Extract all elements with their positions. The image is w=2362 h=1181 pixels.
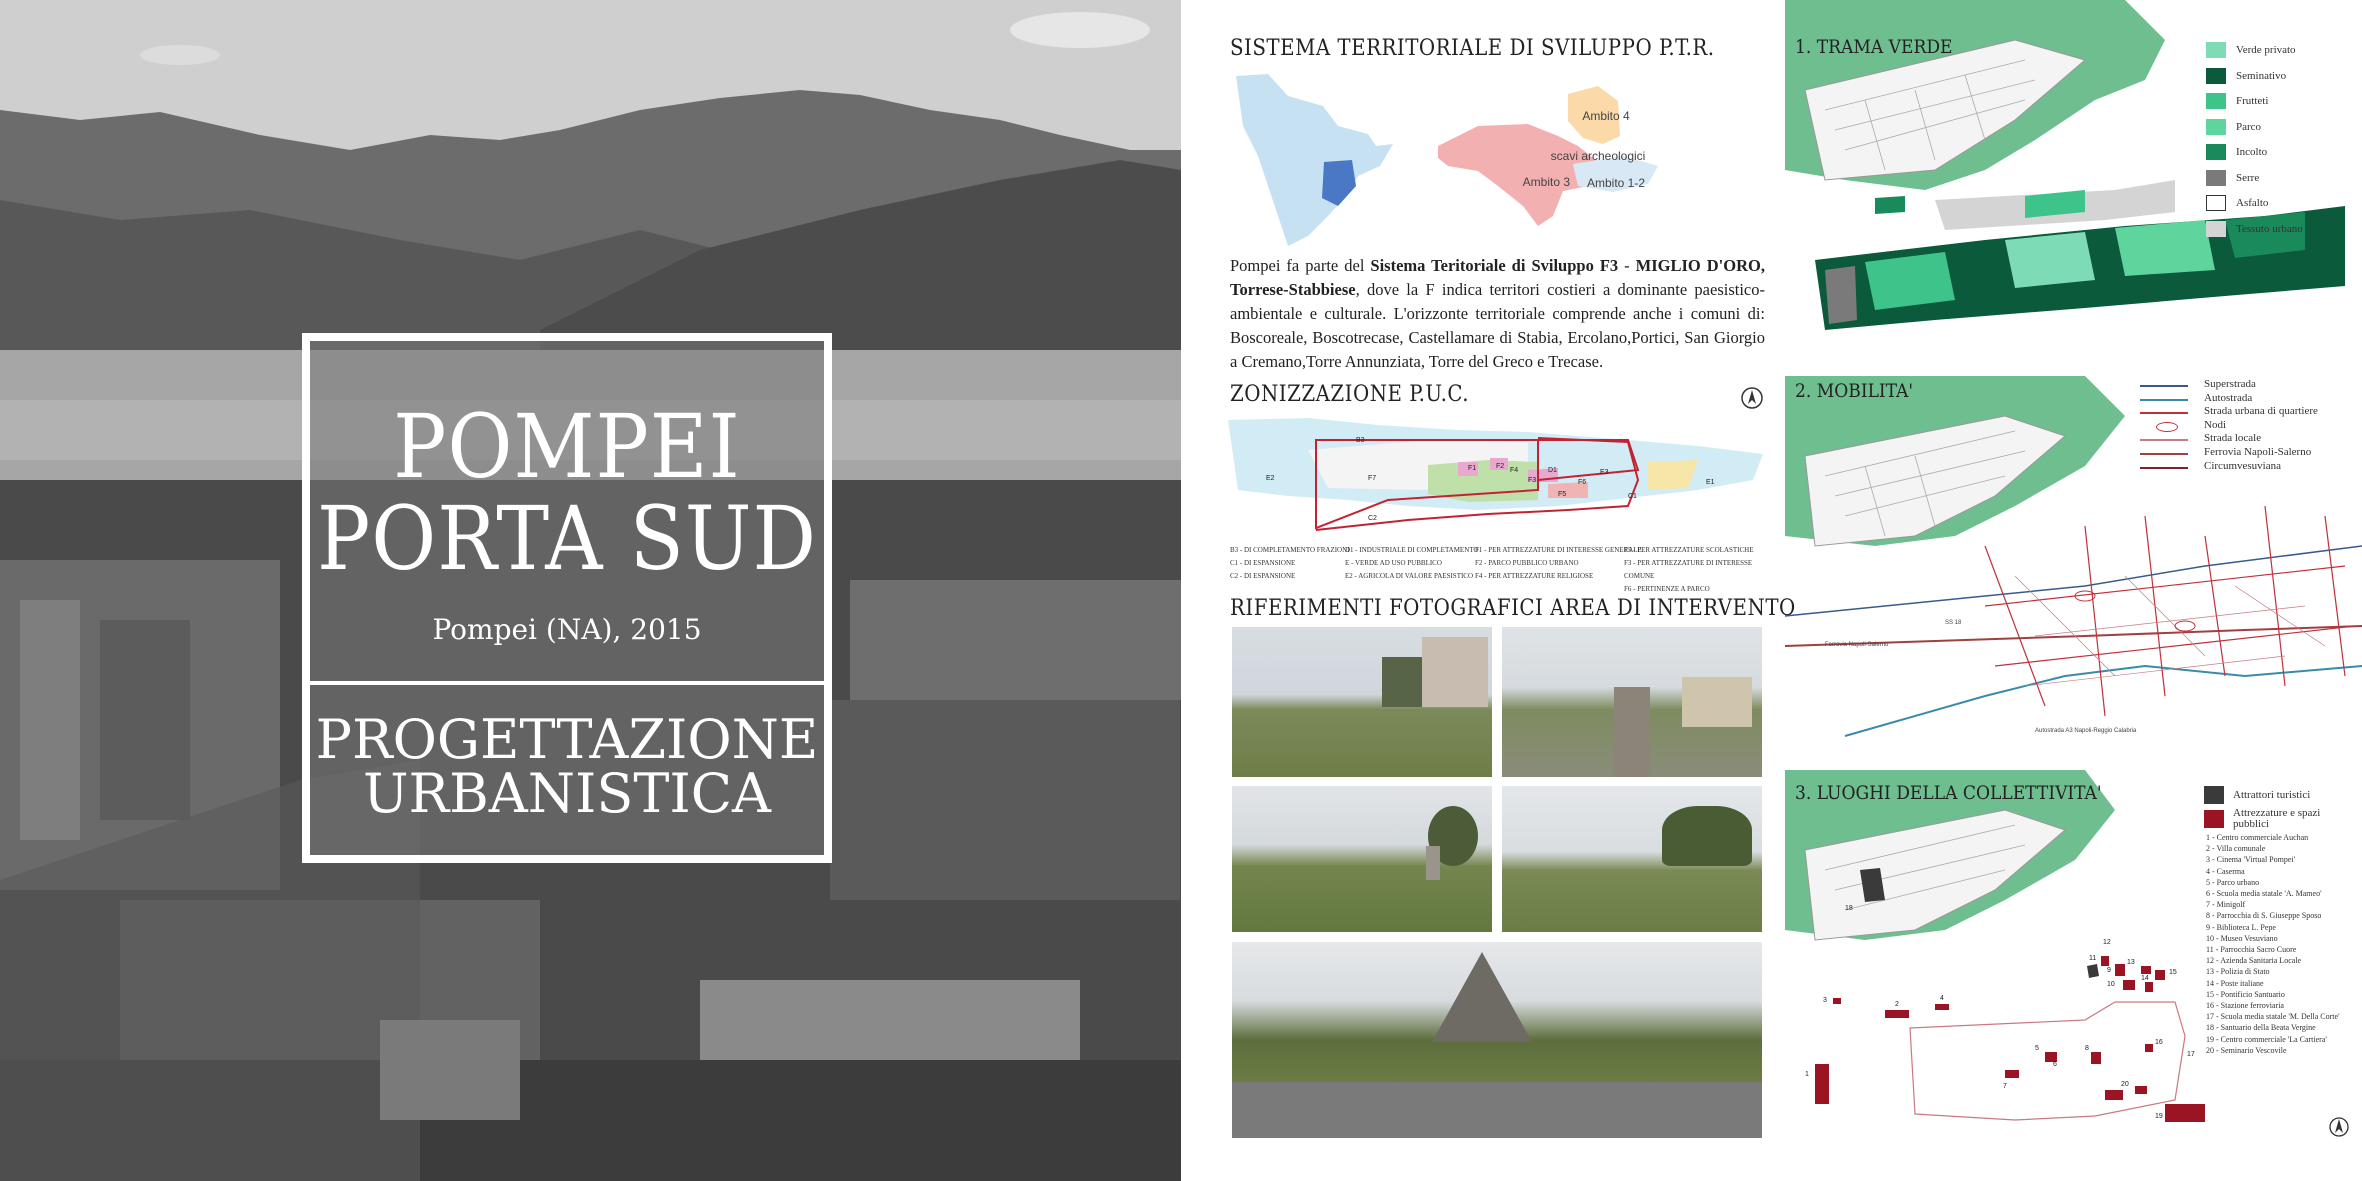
puc-legend-item: C2 - DI ESPANSIONE bbox=[1230, 572, 1296, 580]
photo-1 bbox=[1232, 627, 1492, 777]
map-num-8: 8 bbox=[2085, 1045, 2089, 1052]
ptr-description bbox=[1230, 254, 1765, 374]
trama-legend-label: Seminativo bbox=[2236, 69, 2287, 82]
luoghi-title: 3. LUOGHI DELLA COLLETTIVITA' bbox=[1795, 782, 2102, 804]
luoghi-list-item: 2 - Villa comunale bbox=[2206, 844, 2266, 854]
zone-f5: F5 bbox=[1558, 491, 1567, 498]
mobilita-legend-label: Ferrovia Napoli-Salerno bbox=[2204, 446, 2312, 458]
puc-legend-item: C1 - DI ESPANSIONE bbox=[1230, 559, 1296, 567]
trama-legend-swatch bbox=[2206, 42, 2226, 58]
place-date: Pompei (NA), 2015 bbox=[432, 613, 702, 646]
photo-5 bbox=[1232, 942, 1762, 1138]
zone-f4: F4 bbox=[1510, 467, 1519, 474]
mobilita-legend-swatch bbox=[2140, 399, 2188, 401]
photo-monolith bbox=[1426, 846, 1440, 880]
puc-legend-item: F6 - PERTINENZE A PARCO bbox=[1624, 585, 1710, 593]
legend-public: Attrezzature e spazi pubblici bbox=[2233, 807, 2321, 830]
photo-pines bbox=[1662, 806, 1752, 866]
title-divider bbox=[310, 681, 824, 685]
photo-tree bbox=[1382, 657, 1422, 707]
trama-legend-swatch bbox=[2206, 119, 2226, 135]
photo-shed bbox=[1682, 677, 1752, 727]
luoghi-list-item: 19 - Centro commerciale 'La Cartiera' bbox=[2206, 1034, 2327, 1044]
zone-e1: E1 bbox=[1706, 479, 1715, 486]
luoghi-list-item: 5 - Parco urbano bbox=[2206, 877, 2260, 887]
map-num-5: 5 bbox=[2035, 1045, 2039, 1052]
map-num-4: 4 bbox=[1940, 995, 1944, 1002]
luoghi-list-item: 11 - Parrocchia Sacro Cuore bbox=[2206, 945, 2297, 955]
luoghi-list-item: 3 - Cinema 'Virtual Pompei' bbox=[2206, 855, 2296, 865]
zone-f3: F3 bbox=[1528, 477, 1537, 484]
trama-legend-swatch bbox=[2206, 93, 2226, 109]
mobilita-legend-label: Strada urbana di quartiere bbox=[2204, 405, 2318, 418]
puc-legend-col-3 bbox=[1475, 544, 1642, 583]
puc-legend-col-1 bbox=[1230, 544, 1349, 583]
map-label-rail: Ferrovia Napoli-Salerno bbox=[1825, 642, 1889, 648]
photo-building bbox=[1422, 637, 1488, 707]
mobilita-title: 2. MOBILITA' bbox=[1795, 380, 1914, 402]
trama-legend-label: Verde privato bbox=[2236, 44, 2296, 56]
mobilita-legend-label: Nodi bbox=[2204, 418, 2226, 431]
photo-railway bbox=[1614, 687, 1650, 777]
luoghi-list-item: 16 - Stazione ferroviaria bbox=[2206, 1001, 2284, 1011]
luoghi-list-item: 18 - Santuario della Beata Vergine bbox=[2206, 1023, 2316, 1033]
photo-3 bbox=[1232, 786, 1492, 932]
map-num-20: 20 bbox=[2121, 1081, 2129, 1088]
map-num-2: 2 bbox=[1895, 1001, 1899, 1008]
legend-tourist: Attrattori turistici bbox=[2233, 789, 2311, 801]
trama-legend-label: Parco bbox=[2236, 120, 2262, 133]
para-text-a: Pompei fa parte del bbox=[1230, 256, 1371, 275]
puc-legend-item: E - VERDE AD USO PUBBLICO bbox=[1345, 559, 1442, 567]
trama-legend-swatch bbox=[2206, 144, 2226, 160]
luoghi-list-item: 20 - Seminario Vescovile bbox=[2206, 1045, 2287, 1055]
map-num-11: 11 bbox=[2089, 955, 2097, 962]
mobilita-legend bbox=[2140, 378, 2340, 478]
luoghi-list-item: 12 - Azienda Sanitaria Locale bbox=[2206, 956, 2302, 966]
zone-f7: F7 bbox=[1368, 475, 1377, 482]
zone-e3: E3 bbox=[1600, 469, 1609, 476]
puc-legend-item: F4 - PER ATTREZZATURE RELIGIOSE bbox=[1475, 572, 1594, 580]
north-arrow-icon bbox=[1740, 386, 1764, 410]
zone-b3: B3 bbox=[1356, 437, 1365, 444]
zone-f2: F2 bbox=[1496, 463, 1505, 470]
trama-legend-label: Incolto bbox=[2236, 146, 2268, 158]
trama-legend-swatch bbox=[2206, 195, 2226, 211]
zone-f6: F6 bbox=[1578, 479, 1587, 486]
para-text-b: - bbox=[1618, 256, 1636, 275]
puc-legend bbox=[1230, 544, 1770, 593]
title-box bbox=[302, 333, 832, 863]
label-scavi: scavi archeologici bbox=[1550, 149, 1646, 163]
map-num-13: 13 bbox=[2127, 959, 2135, 966]
luoghi-list-item: 14 - Poste italiane bbox=[2206, 978, 2264, 988]
photo-road bbox=[1232, 1082, 1762, 1138]
mobilita-legend-swatch bbox=[2140, 439, 2188, 441]
luoghi-list-item: 13 - Polizia di Stato bbox=[2206, 967, 2270, 977]
map-label-ss: SS 18 bbox=[1945, 620, 1962, 626]
luoghi-list-item: 1 - Centro commerciale Auchan bbox=[2206, 833, 2309, 842]
map-num-7: 7 bbox=[2003, 1083, 2007, 1090]
map-num-12: 12 bbox=[2103, 939, 2111, 946]
mobilita-legend-label: Superstrada bbox=[2204, 378, 2256, 390]
photos-title: RIFERIMENTI FOTOGRAFICI AREA DI INTERVENTO bbox=[1230, 596, 1796, 621]
trama-legend bbox=[2206, 42, 2356, 242]
project-subtitle bbox=[310, 708, 824, 825]
map-num-9: 9 bbox=[2107, 967, 2111, 974]
luoghi-list-item: 9 - Biblioteca L. Pepe bbox=[2206, 922, 2276, 932]
map-num-6: 6 bbox=[2053, 1061, 2057, 1068]
label-ambito3: Ambito 3 bbox=[1522, 175, 1570, 189]
trama-legend-swatch bbox=[2206, 221, 2226, 237]
luoghi-list-item: 15 - Pontificio Santuario bbox=[2206, 989, 2285, 999]
subtitle-line-1: PROGETTAZIONE bbox=[315, 708, 819, 771]
puc-legend-item: F3 - PER ATTREZZATURE DI INTERESSE COMUNE bbox=[1624, 559, 1753, 580]
puc-legend-item: D1 - INDUSTRIALE DI COMPLETAMENTO bbox=[1345, 546, 1479, 554]
map-num-17: 17 bbox=[2187, 1051, 2195, 1058]
photo-church bbox=[1432, 952, 1532, 1042]
zone-f1: F1 bbox=[1468, 465, 1477, 472]
title-line-1: POMPEI bbox=[393, 395, 741, 498]
map-label-highway: Autostrada A3 Napoli-Reggio Calabria bbox=[2035, 728, 2137, 734]
photo-2 bbox=[1502, 627, 1762, 777]
map-num-1: 1 bbox=[1805, 1071, 1809, 1078]
map-num-10: 10 bbox=[2107, 981, 2115, 988]
photo-4 bbox=[1502, 786, 1762, 932]
trama-legend-label: Asfalto bbox=[2236, 197, 2269, 209]
luoghi-list bbox=[2206, 832, 2356, 1056]
mobilita-legend-swatch bbox=[2140, 412, 2188, 414]
mobilita-legend-swatch bbox=[2156, 422, 2178, 432]
mobilita-legend-swatch bbox=[2140, 385, 2188, 387]
zone-e2: E2 bbox=[1266, 475, 1275, 482]
puc-legend-item: F5 - PER ATTREZZATURE SCOLASTICHE bbox=[1624, 546, 1754, 554]
luoghi-list-item: 10 - Museo Vesuviano bbox=[2206, 933, 2278, 943]
map-num-16: 16 bbox=[2155, 1039, 2163, 1046]
tourist-swatch bbox=[2204, 786, 2224, 804]
luoghi-list-item: 4 - Caserma bbox=[2206, 866, 2245, 876]
trama-legend-swatch bbox=[2206, 170, 2226, 186]
puc-legend-col-4 bbox=[1624, 544, 1770, 596]
title-line-2: PORTA SUD bbox=[316, 487, 817, 590]
map-num-3: 3 bbox=[1823, 997, 1827, 1004]
ptr-map bbox=[1228, 66, 1698, 256]
north-arrow-icon bbox=[2328, 1116, 2350, 1138]
puc-legend-item: B3 - DI COMPLETAMENTO FRAZIONI bbox=[1230, 546, 1350, 554]
label-ambito4: Ambito 4 bbox=[1582, 109, 1630, 123]
trama-legend-label: Frutteti bbox=[2236, 95, 2269, 107]
luoghi-list-item: 7 - Minigolf bbox=[2206, 900, 2246, 910]
map-num-15: 15 bbox=[2169, 969, 2177, 976]
para-bold-system: Sistema Teritoriale di Sviluppo F3 bbox=[1370, 256, 1619, 275]
mobilita-legend-swatch bbox=[2140, 467, 2188, 469]
zone-c1: C1 bbox=[1628, 493, 1637, 500]
para-text-c: , dove la F indica territori costieri a dominante paesistico-ambientale e culturale. L'orizzonte territoriale comprende anche i comuni di: Boscoreale, Boscotrecase, Castellamare di Stabia, Ercolano,Portici, San Giorgio a Cremano,Torre Annunziata, Torre del Greco e Trecase. bbox=[1230, 280, 1765, 371]
luoghi-list-item: 17 - Scuola media statale 'M. Della Corte' bbox=[2206, 1012, 2340, 1022]
trama-legend-label: Serre bbox=[2236, 171, 2260, 184]
luoghi-list-item: 6 - Scuola media statale 'A. Mameo' bbox=[2206, 889, 2322, 899]
public-swatch bbox=[2204, 810, 2224, 828]
mobilita-legend-label: Circumvesuviana bbox=[2204, 459, 2281, 472]
luoghi-list-item: 8 - Parrocchia di S. Giuseppe Sposo bbox=[2206, 911, 2322, 921]
trama-legend-swatch bbox=[2206, 68, 2226, 84]
label-ambito12: Ambito 1-2 bbox=[1586, 176, 1646, 190]
mobilita-legend-swatch bbox=[2140, 453, 2188, 455]
map-num-19: 19 bbox=[2155, 1113, 2163, 1120]
mobilita-legend-label: Strada locale bbox=[2204, 432, 2262, 445]
para-bold-miglio: MIGLIO D'ORO, Torrese-Stabbiese bbox=[1230, 256, 1765, 299]
project-title bbox=[310, 395, 824, 590]
puc-legend-col-2 bbox=[1345, 544, 1478, 583]
ptr-title: SISTEMA TERRITORIALE DI SVILUPPO P.T.R. bbox=[1230, 36, 1715, 61]
map-num-14: 14 bbox=[2141, 975, 2149, 982]
puc-legend-item: E2 - AGRICOLA DI VALORE PAESISTICO bbox=[1345, 572, 1474, 580]
puc-title: ZONIZZAZIONE P.U.C. bbox=[1230, 382, 1470, 407]
zone-c2: C2 bbox=[1368, 515, 1377, 522]
puc-map bbox=[1228, 410, 1768, 535]
puc-legend-item: F2 - PARCO PUBBLICO URBANO bbox=[1475, 559, 1579, 567]
trama-legend-label: Tessuto urbano bbox=[2236, 222, 2303, 235]
trama-title: 1. TRAMA VERDE bbox=[1795, 36, 1953, 58]
mobilita-legend-label: Autostrada bbox=[2204, 391, 2253, 404]
zone-d1: D1 bbox=[1548, 467, 1557, 474]
subtitle-line-2: URBANISTICA bbox=[362, 762, 772, 825]
puc-legend-item: F1 - PER ATTREZZATURE DI INTERESSE GENERALE bbox=[1475, 546, 1642, 554]
map-num-18: 18 bbox=[1845, 905, 1853, 912]
